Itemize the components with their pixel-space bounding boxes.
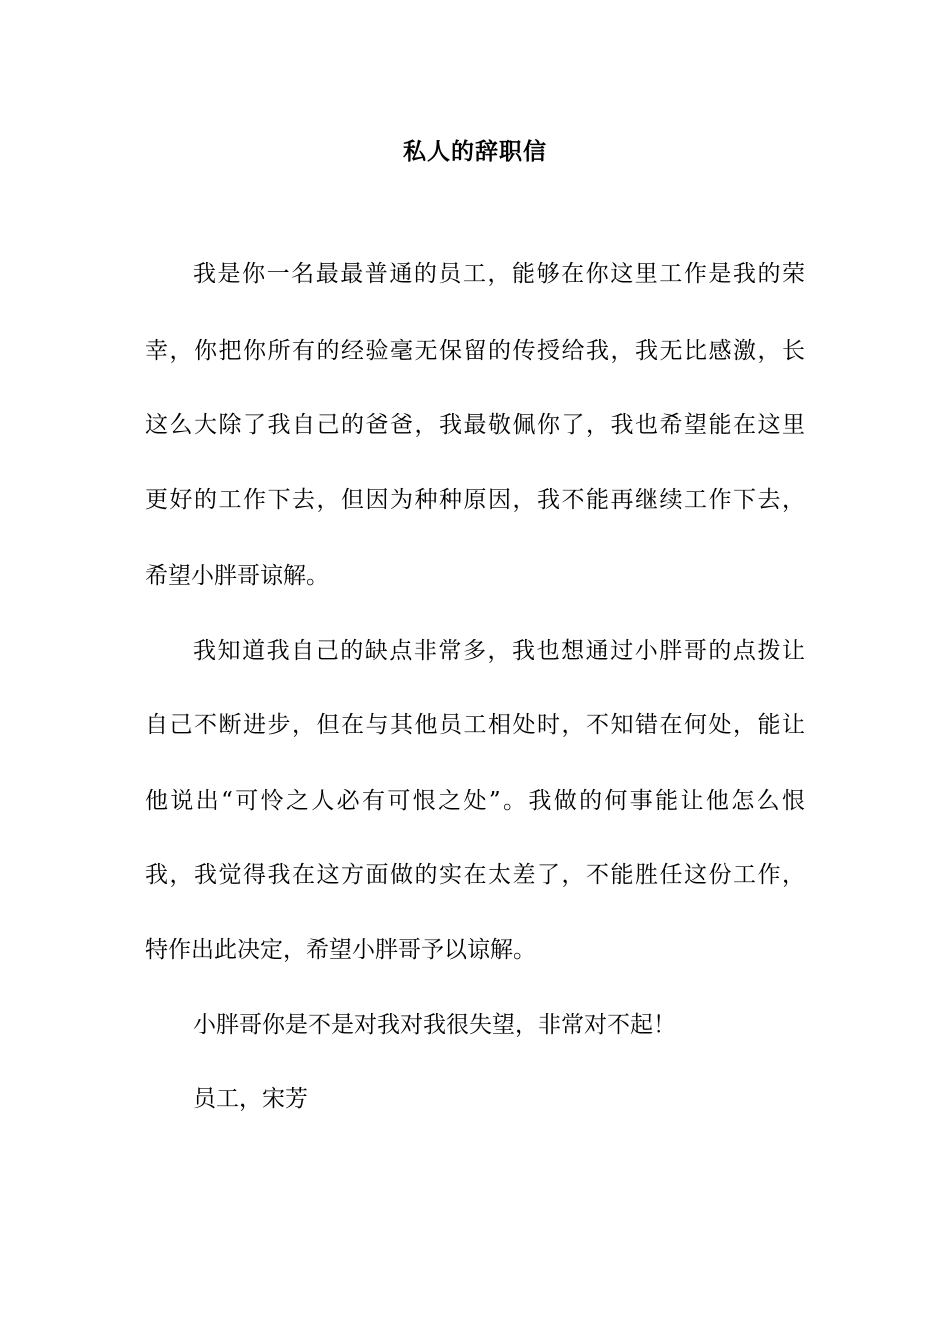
paragraph-1-line-2: 幸，你把你所有的经验毫无保留的传授给我，我无比感激，长 bbox=[145, 338, 805, 364]
paragraph-2-line-1: 我知道我自己的缺点非常多，我也想通过小胖哥的点拨让 bbox=[193, 638, 805, 664]
paragraph-1-line-5: 希望小胖哥谅解。 bbox=[145, 563, 329, 589]
paragraph-1-line-1: 我是你一名最最普通的员工，能够在你这里工作是我的荣 bbox=[193, 261, 805, 287]
paragraph-3: 小胖哥你是不是对我对我很失望，非常对不起！ bbox=[193, 1012, 676, 1038]
document-title: 私人的辞职信 bbox=[403, 138, 547, 165]
paragraph-2-line-2: 自己不断进步，但在与其他员工相处时，不知错在何处，能让 bbox=[145, 712, 805, 738]
signature: 员工，宋芳 bbox=[193, 1086, 308, 1112]
paragraph-2-line-4: 我，我觉得我在这方面做的实在太差了，不能胜任这份工作， bbox=[145, 862, 805, 888]
paragraph-1-line-3: 这么大除了我自己的爸爸，我最敬佩你了，我也希望能在这里 bbox=[145, 412, 805, 438]
paragraph-2-line-3: 他说出“可怜之人必有可恨之处”。我做的何事能让他怎么恨 bbox=[145, 788, 805, 814]
paragraph-1-line-4: 更好的工作下去，但因为种种原因，我不能再继续工作下去， bbox=[145, 487, 805, 513]
paragraph-2-line-5: 特作出此决定，希望小胖哥予以谅解。 bbox=[145, 937, 536, 963]
